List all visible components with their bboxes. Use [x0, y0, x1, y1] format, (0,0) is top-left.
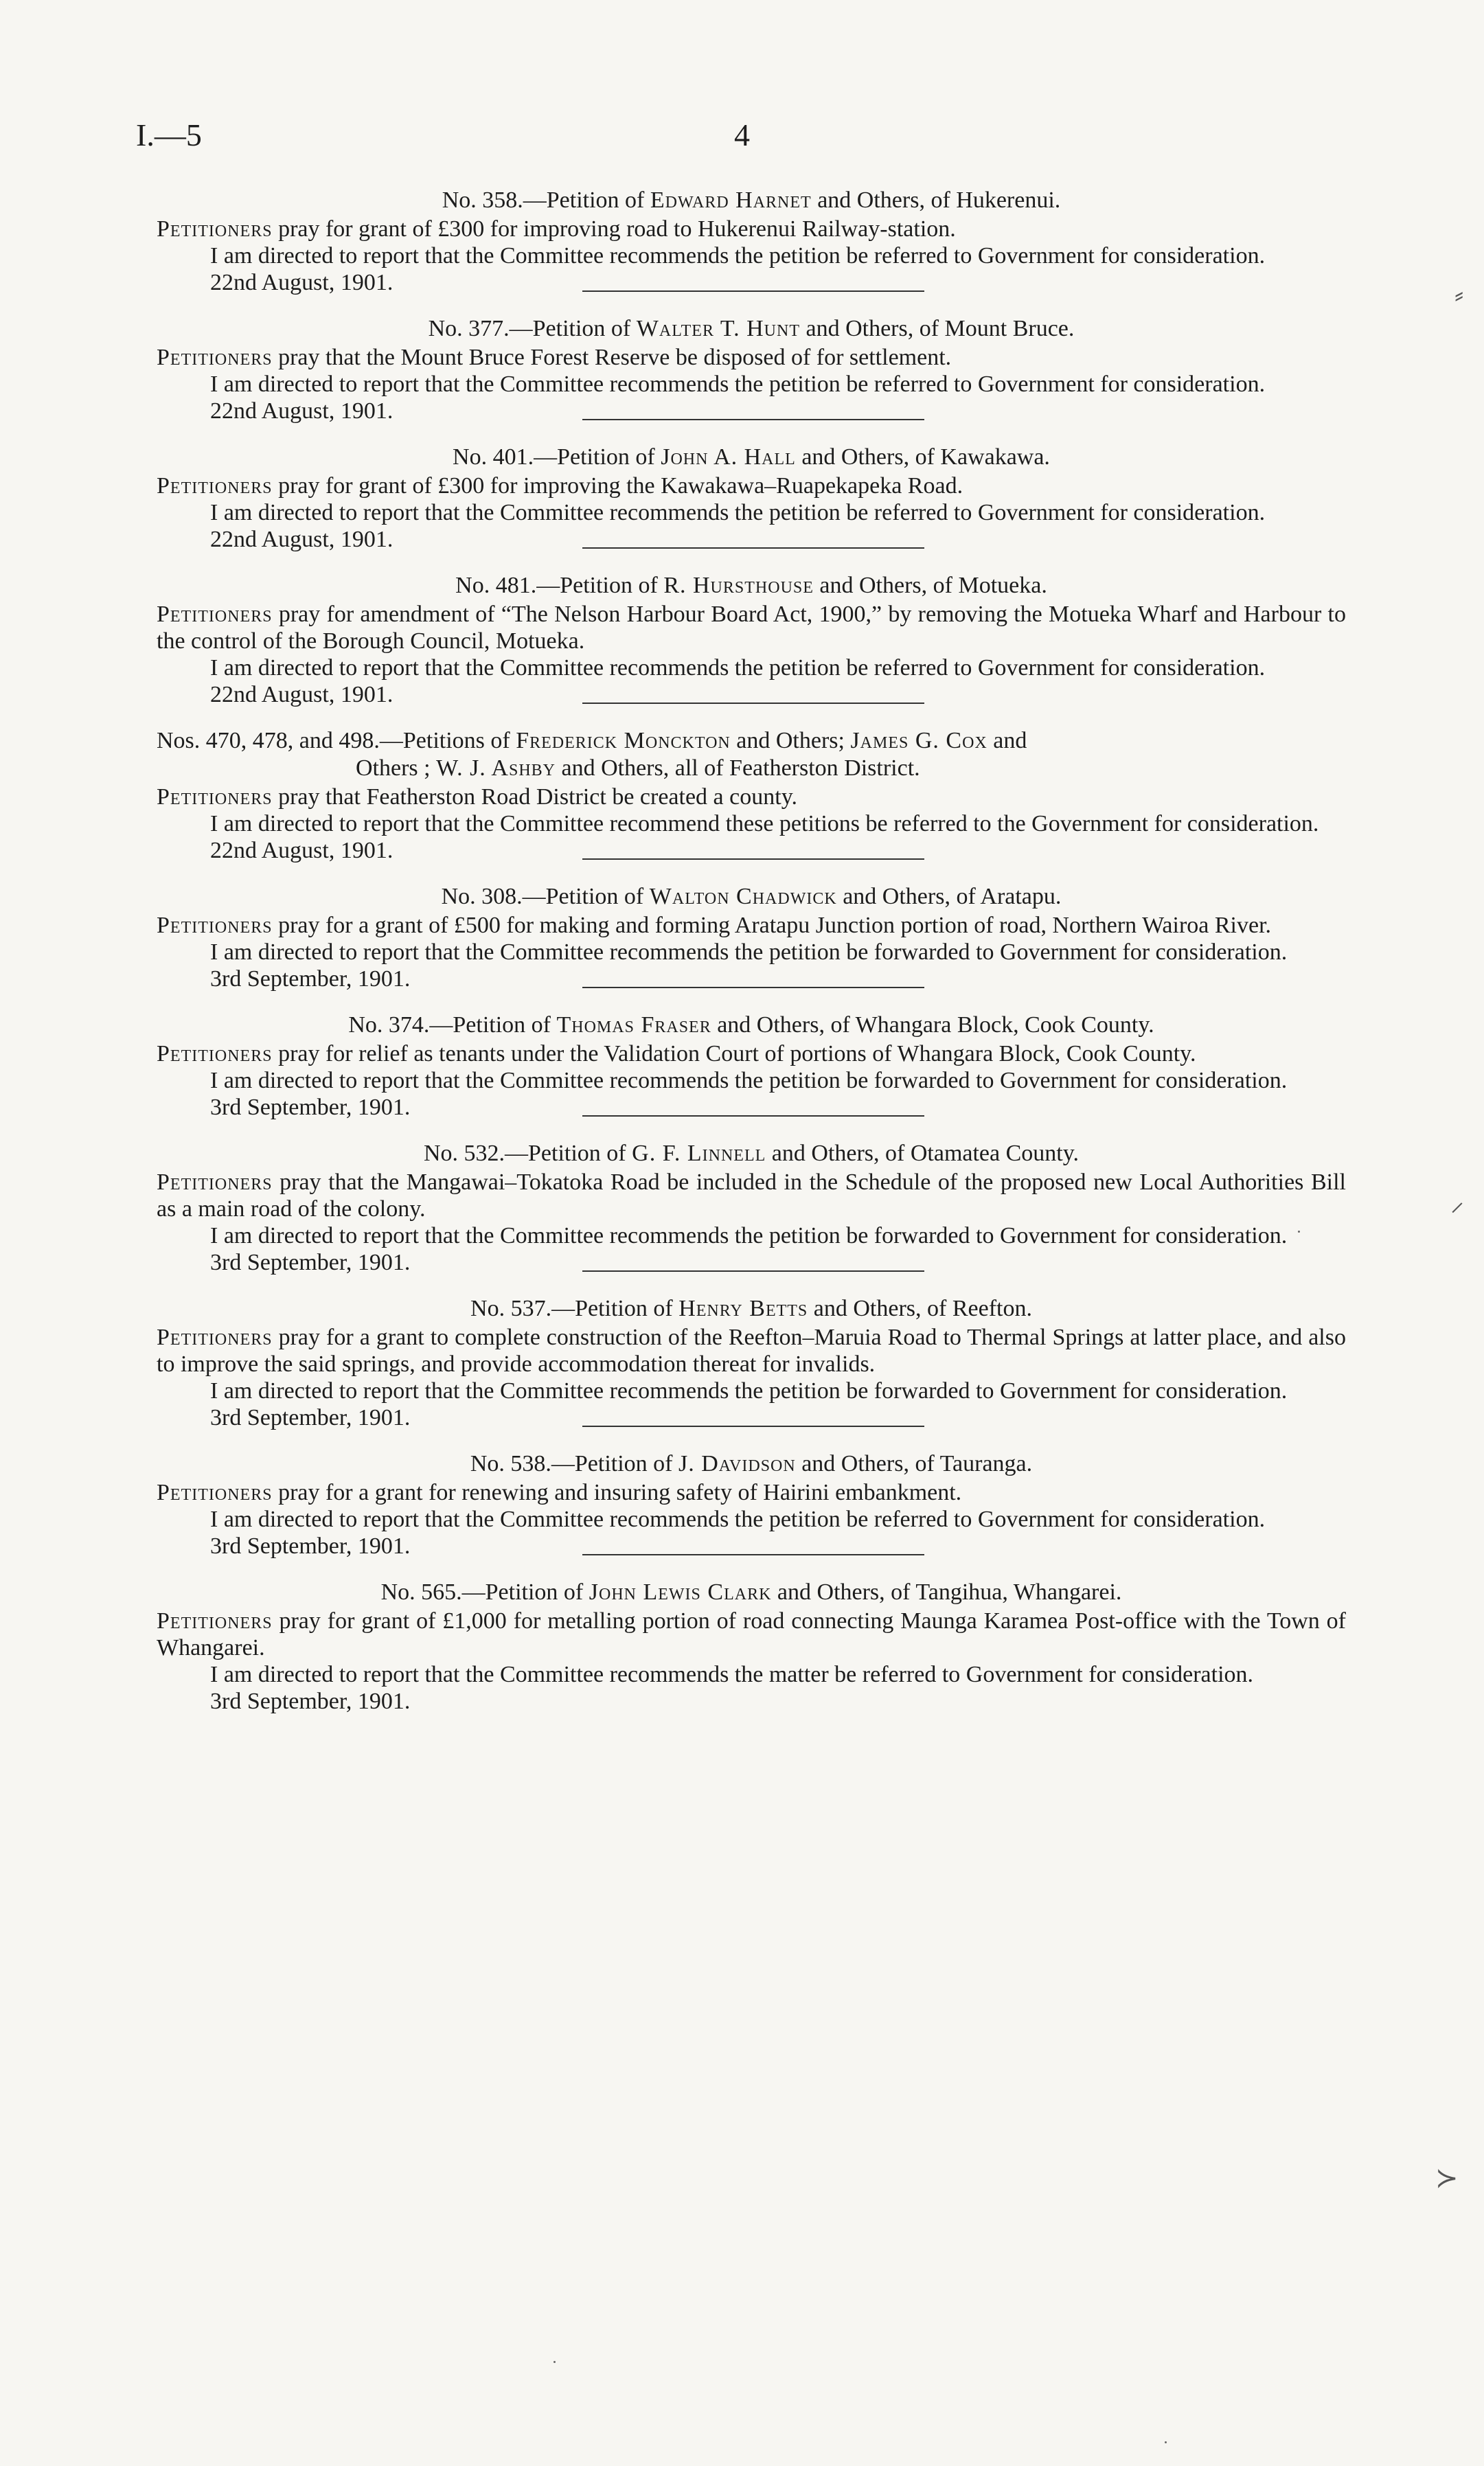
- petition-entry: [157, 187, 1346, 296]
- section-divider: [582, 703, 924, 704]
- document-reference: I.—5: [136, 117, 202, 152]
- petition-prayer: Petitioners pray for a grant to complete construction of the Reefton–Maruia Road to Thermal Springs at latter place, and also to improve the said springs, and provide accommodation thereat for invalids.: [157, 1325, 1346, 1377]
- scan-speck: [1298, 1231, 1300, 1233]
- scan-speck: [1165, 2441, 1167, 2443]
- report-date: 22nd August, 1901.: [210, 270, 393, 295]
- committee-report: I am directed to report that the Committee recommends the petition be forwarded to Government for consideration.: [210, 1068, 1288, 1093]
- petitioner-name: Edward Harnet: [650, 187, 812, 213]
- petition-entry: [157, 1579, 1346, 1715]
- petition-entry: [157, 444, 1346, 553]
- petition-prayer: Petitioners pray for a grant for renewing and insuring safety of Hairini embankment.: [157, 1480, 962, 1505]
- committee-report: I am directed to report that the Committee recommends the petition be forwarded to Government for consideration.: [210, 1223, 1288, 1248]
- petition-prayer: Petitioners pray that the Mount Bruce Forest Reserve be disposed of for settlement.: [157, 345, 952, 370]
- report-date: 3rd September, 1901.: [210, 1405, 411, 1430]
- section-divider: [582, 1426, 924, 1427]
- petitioner-name: R. Hursthouse: [663, 573, 814, 598]
- section-divider: [582, 290, 924, 292]
- petitioner-name: Walter T. Hunt: [636, 316, 800, 341]
- petitioner-name: J. Davidson: [678, 1451, 796, 1476]
- petition-entry: [157, 1450, 1346, 1560]
- section-divider: [582, 1554, 924, 1555]
- petition-heading: No. 401.—Petition of John A. Hall and Others, of Kawakawa.: [453, 444, 1050, 470]
- petition-prayer: Petitioners pray that Featherston Road District be created a county.: [157, 784, 797, 810]
- petitioner-name: John A. Hall: [661, 444, 796, 470]
- report-date: 22nd August, 1901.: [210, 527, 393, 552]
- committee-report: I am directed to report that the Committee recommends the petition be referred to Government for consideration.: [210, 1507, 1266, 1532]
- petition-entry: [157, 727, 1346, 864]
- petition-entry: [157, 1140, 1346, 1276]
- petition-prayer: Petitioners pray for amendment of “The Nelson Harbour Board Act, 1900,” by removing the Motueka Wharf and Harbour to the control of the Borough Council, Motueka.: [157, 602, 1346, 654]
- petition-heading: No. 538.—Petition of J. Davidson and Others, of Tauranga.: [470, 1451, 1033, 1476]
- section-divider: [582, 1270, 924, 1272]
- margin-pencil-mark: ⸝: [1450, 1186, 1464, 1217]
- page-header: [0, 117, 1484, 165]
- petition-prayer: Petitioners pray for grant of £300 for improving the Kawakawa–Ruapekapeka Road.: [157, 473, 963, 499]
- petition-entry: [157, 1012, 1346, 1121]
- section-divider: [582, 987, 924, 988]
- petition-prayer: Petitioners pray for grant of £1,000 for metalling portion of road connecting Maunga Karamea Post-office with the Town of Whangarei.: [157, 1608, 1346, 1660]
- report-date: 22nd August, 1901.: [210, 398, 393, 424]
- petition-entry: [157, 883, 1346, 992]
- page-number: 4: [734, 117, 750, 152]
- scan-speck: [553, 2361, 556, 2363]
- petitioner-name: James G. Cox: [850, 728, 988, 753]
- petitions-list: [157, 187, 1346, 1715]
- petition-entry: [157, 315, 1346, 424]
- petition-prayer: Petitioners pray for grant of £300 for improving road to Hukerenui Railway-station.: [157, 216, 956, 242]
- section-divider: [582, 547, 924, 549]
- petition-prayer: Petitioners pray for relief as tenants under the Validation Court of portions of Whangara Block, Cook County.: [157, 1041, 1196, 1066]
- petitioner-name: Henry Betts: [678, 1296, 808, 1321]
- petition-heading: No. 481.—Petition of R. Hursthouse and Others, of Motueka.: [455, 573, 1047, 598]
- section-divider: [582, 1115, 924, 1117]
- petition-entry: [157, 1295, 1346, 1431]
- section-divider: [582, 419, 924, 420]
- report-date: 22nd August, 1901.: [210, 838, 393, 863]
- committee-report: I am directed to report that the Committee recommends the petition be referred to Government for consideration.: [210, 243, 1266, 269]
- petition-entry: [157, 572, 1346, 708]
- report-date: 22nd August, 1901.: [210, 682, 393, 707]
- margin-pencil-mark: ≻: [1435, 2162, 1459, 2193]
- committee-report: I am directed to report that the Committee recommends the petition be referred to Government for consideration.: [210, 372, 1266, 397]
- committee-report: I am directed to report that the Committee recommends the petition be forwarded to Government for consideration.: [210, 1378, 1288, 1404]
- committee-report: I am directed to report that the Committee recommends the petition be forwarded to Government for consideration.: [210, 939, 1288, 965]
- committee-report: I am directed to report that the Committee recommends the matter be referred to Government for consideration.: [210, 1662, 1254, 1687]
- petition-heading: No. 532.—Petition of G. F. Linnell and Others, of Otamatea County.: [423, 1141, 1080, 1166]
- report-date: 3rd September, 1901.: [210, 1250, 411, 1275]
- petitioner-name: Thomas Fraser: [556, 1012, 711, 1038]
- petition-heading: Nos. 470, 478, and 498.—Petitions of Frederick Monckton and Others; James G. Cox and Others ; W. J. Ashby and Others, all of Featherston District.: [157, 728, 1027, 781]
- margin-pencil-mark: ⸗: [1454, 279, 1464, 310]
- petition-heading: No. 377.—Petition of Walter T. Hunt and Others, of Mount Bruce.: [428, 316, 1075, 341]
- petition-heading: No. 565.—Petition of John Lewis Clark and Others, of Tangihua, Whangarei.: [380, 1579, 1122, 1605]
- petitioner-name: W. J. Ashby: [436, 755, 556, 781]
- report-date: 3rd September, 1901.: [210, 966, 411, 992]
- report-date: 3rd September, 1901.: [210, 1095, 411, 1120]
- petitioner-name: John Lewis Clark: [589, 1579, 772, 1605]
- petitioner-name: G. F. Linnell: [632, 1141, 766, 1166]
- petition-prayer: Petitioners pray for a grant of £500 for making and forming Aratapu Junction portion of road, Northern Wairoa River.: [157, 913, 1272, 938]
- section-divider: [582, 858, 924, 860]
- petition-heading: No. 374.—Petition of Thomas Fraser and Others, of Whangara Block, Cook County.: [348, 1012, 1154, 1038]
- petitioner-name: Frederick Monckton: [516, 728, 731, 753]
- committee-report: I am directed to report that the Committee recommends the petition be referred to Government for consideration.: [210, 655, 1266, 681]
- petitioner-name: Walton Chadwick: [649, 884, 837, 909]
- report-date: 3rd September, 1901.: [210, 1689, 411, 1714]
- report-date: 3rd September, 1901.: [210, 1533, 411, 1559]
- petition-heading: No. 358.—Petition of Edward Harnet and Others, of Hukerenui.: [442, 187, 1061, 213]
- committee-report: I am directed to report that the Committee recommend these petitions be referred to the Government for consideration.: [210, 811, 1319, 836]
- petition-heading: No. 537.—Petition of Henry Betts and Others, of Reefton.: [470, 1296, 1032, 1321]
- petition-prayer: Petitioners pray that the Mangawai–Tokatoka Road be included in the Schedule of the proposed new Local Authorities Bill as a main road of the colony.: [157, 1169, 1346, 1222]
- committee-report: I am directed to report that the Committee recommends the petition be referred to Government for consideration.: [210, 500, 1266, 525]
- petition-heading: No. 308.—Petition of Walton Chadwick and Others, of Aratapu.: [441, 884, 1062, 909]
